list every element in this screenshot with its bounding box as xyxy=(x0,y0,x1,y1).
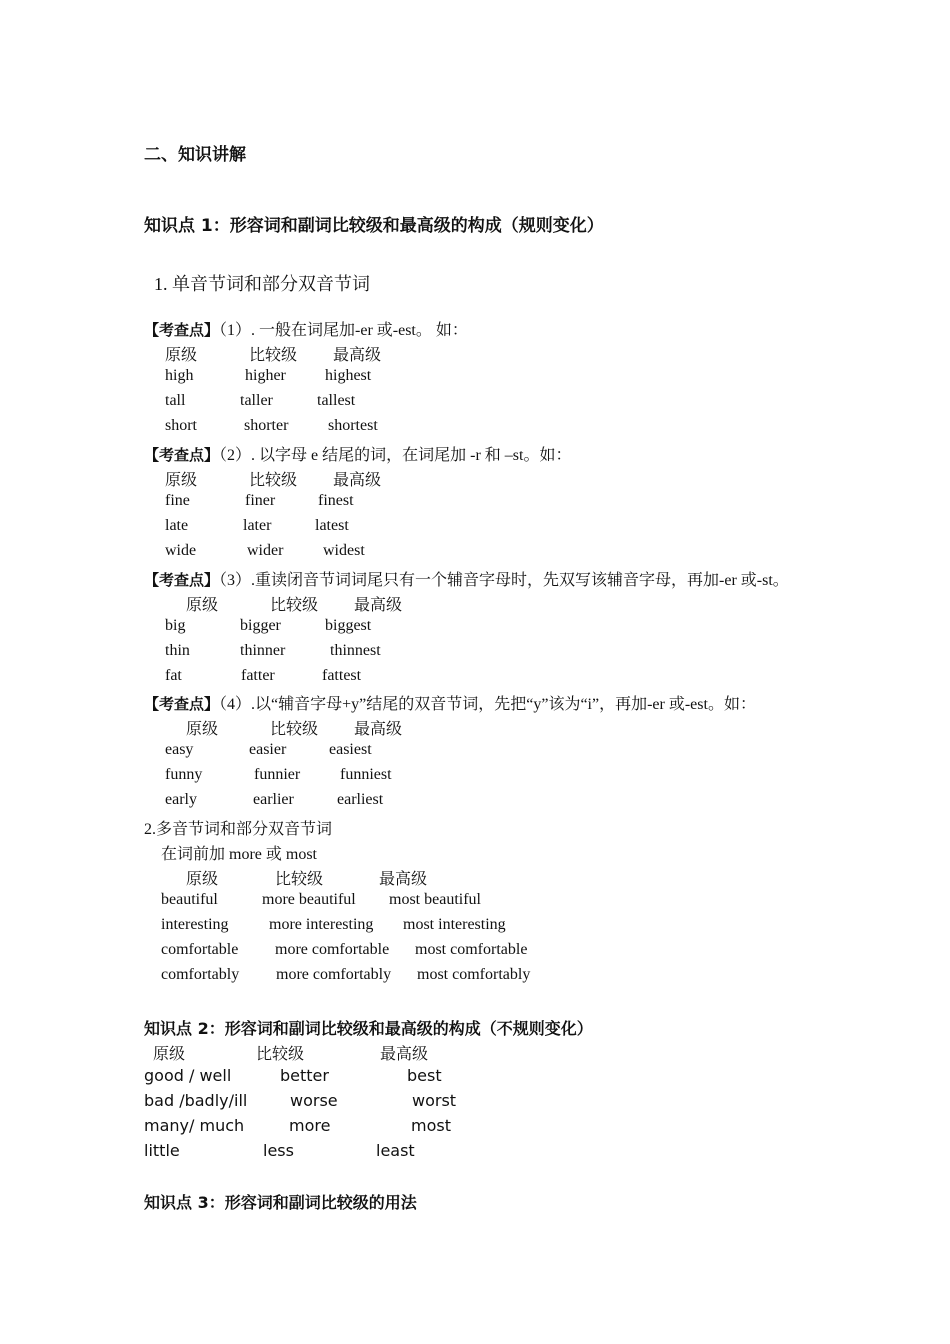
table-cell: highest xyxy=(325,367,372,384)
rule-text: （3）.重读闭音节词词尾只有一个辅音字母时，先双写该辅音字母，再加-er 或-st。 xyxy=(219,572,789,589)
rule-label: 【考查点】 xyxy=(144,446,220,464)
table-cell: worst xyxy=(412,1091,457,1110)
table-cell: thin xyxy=(165,642,190,659)
table-cell: 比较级 xyxy=(249,472,298,489)
table-cell: less xyxy=(263,1141,294,1160)
table-cell: least xyxy=(376,1141,415,1160)
table-cell: short xyxy=(165,417,197,434)
table-cell: finer xyxy=(245,492,276,509)
table-cell: 原级 xyxy=(153,1044,186,1063)
table-cell: thinnest xyxy=(330,642,381,659)
table-cell: 原级 xyxy=(165,472,198,489)
kp1-title: 知识点 1：形容词和副词比较级和最高级的构成（规则变化） xyxy=(144,216,604,236)
table-cell: more beautiful xyxy=(262,891,356,908)
table-cell: funniest xyxy=(340,766,392,783)
table-cell: tall xyxy=(165,392,186,409)
section-title: 二、知识讲解 xyxy=(144,145,246,165)
rule-1 xyxy=(144,317,468,340)
table-cell: good / well xyxy=(144,1066,232,1085)
rule-text: （4）.以“辅音字母+y”结尾的双音节词，先把“y”该为“i”，再加-er 或-est。如： xyxy=(219,696,756,713)
table-cell: most beautiful xyxy=(389,891,481,908)
kp1-subheading-2-note: 在词前加 more 或 most xyxy=(161,846,317,863)
table-cell: fatter xyxy=(241,667,275,684)
table-cell: finest xyxy=(318,492,354,509)
table-cell: comfortable xyxy=(161,941,239,958)
table-cell: fattest xyxy=(322,667,362,684)
table-cell: wide xyxy=(165,542,197,559)
rule-3 xyxy=(144,567,789,590)
table-cell: little xyxy=(144,1141,180,1160)
rule-label: 【考查点】 xyxy=(144,695,220,713)
table-cell: thinner xyxy=(240,642,286,659)
table-cell: shorter xyxy=(244,417,289,434)
kp1-subheading-2: 2.多音节词和部分双音节词 xyxy=(144,821,333,838)
table-cell: bigger xyxy=(240,617,281,634)
table-cell: many/ much xyxy=(144,1116,245,1135)
table-cell: latest xyxy=(315,517,349,534)
table-cell: early xyxy=(165,791,197,808)
rule-label: 【考查点】 xyxy=(144,571,220,589)
table-cell: easiest xyxy=(329,741,372,758)
table-cell: better xyxy=(280,1066,329,1085)
table-cell: 原级 xyxy=(186,597,219,614)
table-cell: funnier xyxy=(254,766,301,783)
table-cell: more comfortable xyxy=(275,941,390,958)
table-cell: big xyxy=(165,617,186,634)
table-cell: bad /badly/ill xyxy=(144,1091,248,1110)
table-cell: earlier xyxy=(253,791,294,808)
kp3-title: 知识点 3：形容词和副词比较级的用法 xyxy=(144,1193,417,1212)
kp2-title: 知识点 2：形容词和副词比较级和最高级的构成（不规则变化） xyxy=(144,1019,593,1038)
rule-2 xyxy=(144,442,571,465)
table-cell: best xyxy=(407,1066,442,1085)
rule-text: （2）. 以字母 e 结尾的词，在词尾加 -r 和 –st。如： xyxy=(219,447,572,464)
table-cell: 最高级 xyxy=(354,721,403,738)
table-cell: funny xyxy=(165,766,203,783)
table-cell: late xyxy=(165,517,189,534)
table-cell: taller xyxy=(240,392,273,409)
table-cell: 原级 xyxy=(186,721,219,738)
table-cell: fine xyxy=(165,492,190,509)
table-cell: most comfortable xyxy=(415,941,528,958)
table-cell: easy xyxy=(165,741,194,758)
table-cell: more xyxy=(289,1116,331,1135)
table-cell: shortest xyxy=(328,417,378,434)
table-cell: widest xyxy=(323,542,365,559)
table-cell: beautiful xyxy=(161,891,218,908)
rule-text: （1）. 一般在词尾加-er 或-est。 如： xyxy=(219,322,468,339)
table-cell: 最高级 xyxy=(333,472,382,489)
table-cell: biggest xyxy=(325,617,372,634)
table-cell: 比较级 xyxy=(275,871,324,888)
table-cell: more interesting xyxy=(269,916,374,933)
table-cell: 原级 xyxy=(186,871,219,888)
table-cell: more comfortably xyxy=(276,966,392,983)
table-cell: 最高级 xyxy=(333,347,382,364)
table-cell: tallest xyxy=(317,392,356,409)
rule-label: 【考查点】 xyxy=(144,321,220,339)
table-cell: 最高级 xyxy=(380,1044,429,1063)
table-cell: interesting xyxy=(161,916,229,933)
table-cell: higher xyxy=(245,367,286,384)
table-cell: worse xyxy=(290,1091,338,1110)
table-cell: 最高级 xyxy=(379,871,428,888)
table-cell: 比较级 xyxy=(270,597,319,614)
table-cell: most comfortably xyxy=(417,966,531,983)
rule-4 xyxy=(144,691,756,714)
table-cell: easier xyxy=(249,741,287,758)
table-cell: most xyxy=(411,1116,451,1135)
table-cell: wider xyxy=(247,542,284,559)
table-cell: comfortably xyxy=(161,966,240,983)
table-cell: 比较级 xyxy=(249,347,298,364)
table-cell: fat xyxy=(165,667,182,684)
table-cell: most interesting xyxy=(403,916,506,933)
table-cell: later xyxy=(243,517,272,534)
kp1-subheading-1: 1. 单音节词和部分双音节词 xyxy=(154,274,370,294)
table-cell: 原级 xyxy=(165,347,198,364)
table-cell: 最高级 xyxy=(354,597,403,614)
table-cell: high xyxy=(165,367,194,384)
table-cell: 比较级 xyxy=(270,721,319,738)
table-cell: 比较级 xyxy=(256,1044,305,1063)
table-cell: earliest xyxy=(337,791,384,808)
